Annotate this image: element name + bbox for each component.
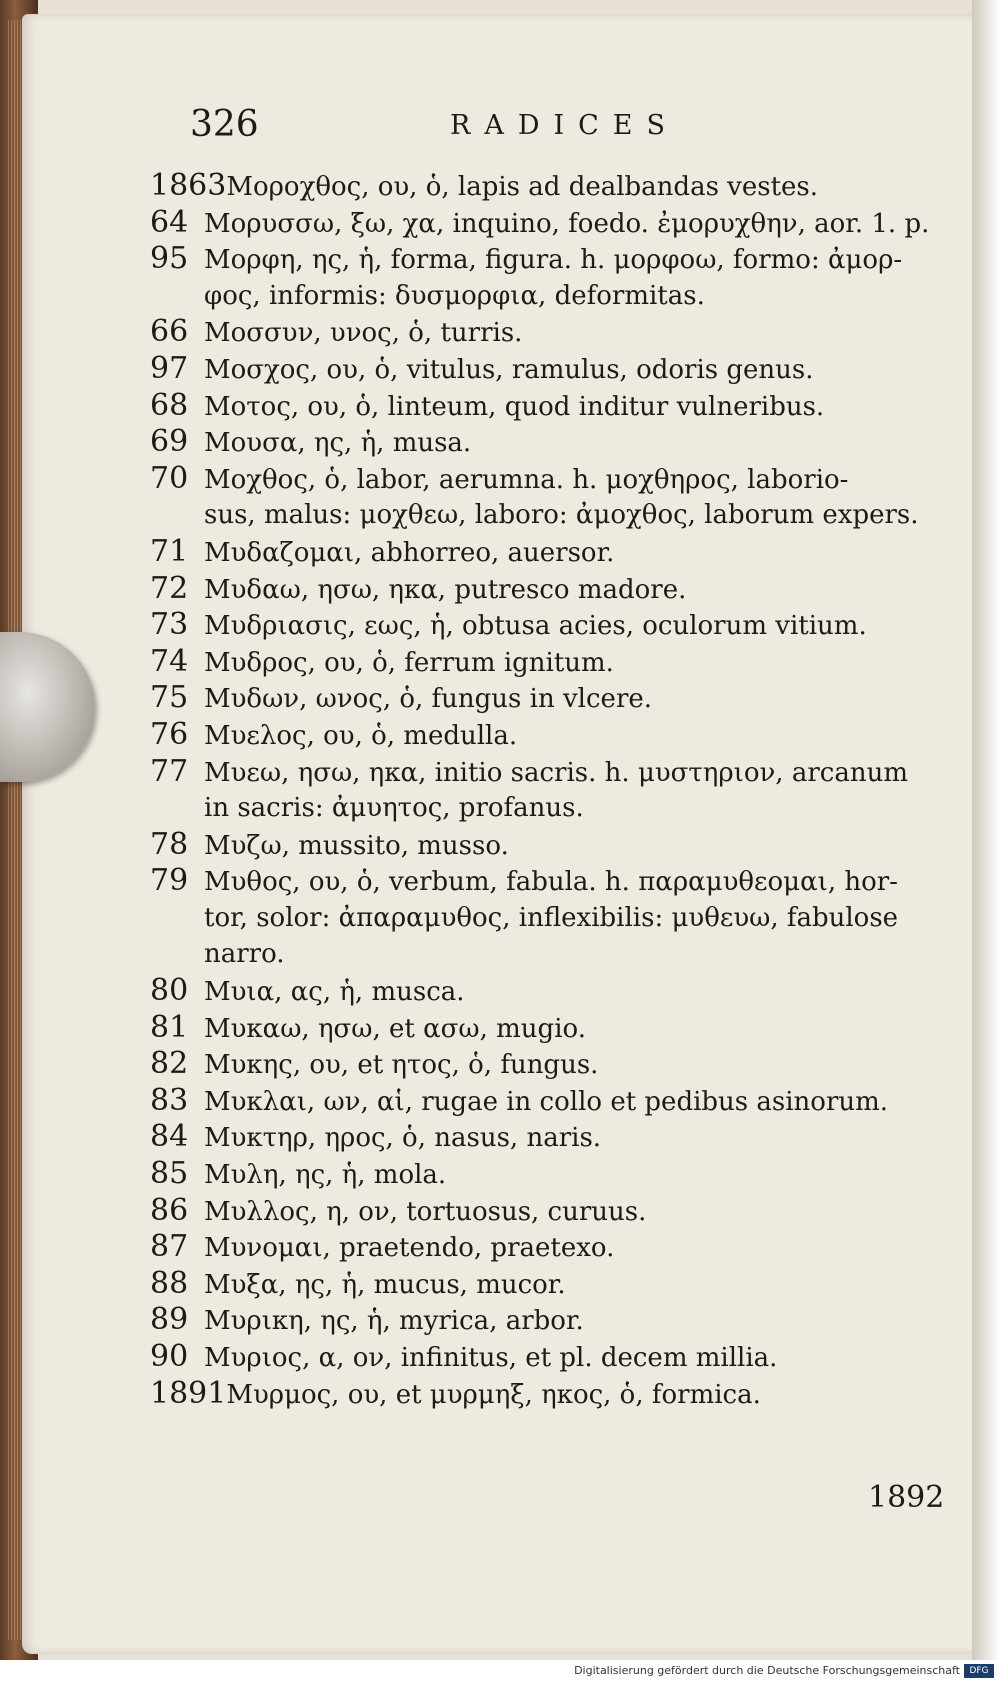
entry-line xyxy=(150,534,980,571)
entry-text: φος, informis: δυσμορφια, deformitas. xyxy=(204,280,705,311)
entry-number: 78 xyxy=(150,826,189,862)
entry-text: Μουσα, ης, ἡ, musa. xyxy=(204,428,472,459)
entry-line xyxy=(150,497,980,534)
page-header xyxy=(190,104,750,154)
entry-number: 80 xyxy=(150,973,189,1009)
entry-line xyxy=(150,1119,980,1156)
entry-text: Μυια, ας, ἡ, musca. xyxy=(204,977,465,1008)
entry-text: Μυδαζομαι, abhorreo, auersor. xyxy=(204,537,615,568)
entry-text: Μοροχθος, ου, ὁ, lapis ad dealbandas vestes. xyxy=(226,172,819,202)
entry-line xyxy=(150,1193,980,1230)
entry-text: Μοσσυν, υνος, ὁ, turris. xyxy=(204,318,523,349)
entry-line xyxy=(150,900,980,937)
entry-number: 75 xyxy=(150,680,189,716)
entry-number: 85 xyxy=(150,1156,189,1192)
entry-text: Μυδριασις, εως, ἡ, obtusa acies, oculorum vitium. xyxy=(204,611,867,642)
entry-text: Μυρικη, ης, ἡ, myrica, arbor. xyxy=(204,1306,584,1337)
entry-line xyxy=(150,571,980,608)
entry-line xyxy=(150,863,980,900)
entry-line xyxy=(150,388,980,425)
entry-line xyxy=(150,1339,980,1376)
entry-line xyxy=(150,1046,980,1083)
entry-line xyxy=(150,1376,980,1413)
dfg-logo: DFG xyxy=(964,1664,994,1678)
entry-text: Μυλλος, η, ον, tortuosus, curuus. xyxy=(204,1196,647,1227)
entry-text: Μοχθος, ὁ, labor, aerumna. h. μοχθηρος, laborio- xyxy=(204,464,849,495)
entry-line xyxy=(150,973,980,1010)
entry-text: Μυκης, ου, et ητος, ὁ, fungus. xyxy=(204,1050,599,1081)
entry-text: Μυεω, ησω, ηκα, initio sacris. h. μυστηριον, arcanum xyxy=(204,757,908,788)
entry-text: Μυρμος, ου, et μυρμηξ, ηκος, ὁ, formica. xyxy=(226,1379,761,1410)
entry-number: 83 xyxy=(150,1082,189,1118)
entry-text: Μυδρος, ου, ὁ, ferrum ignitum. xyxy=(204,647,614,678)
entry-number: 89 xyxy=(150,1302,189,1338)
catchword: 1892 xyxy=(868,1480,945,1515)
entry-number: 87 xyxy=(150,1229,189,1265)
entry-line xyxy=(150,241,980,278)
entry-text: Μυθος, ου, ὁ, verbum, fabula. h. παραμυθεομαι, hor- xyxy=(204,867,898,898)
entry-text: sus, malus: μοχθεω, laboro: ἀμοχθος, laborum expers. xyxy=(204,500,919,531)
entry-number: 66 xyxy=(150,314,189,350)
entry-text: Μυνομαι, praetendo, praetexo. xyxy=(204,1233,615,1264)
entry-text: Μορυσσω, ξω, χα, inquino, foedo. ἐμορυχθην, aor. 1. p. xyxy=(204,208,930,239)
entry-number: 95 xyxy=(150,241,189,277)
page-number: 326 xyxy=(190,104,259,145)
entry-line xyxy=(150,754,980,791)
entry-number: 72 xyxy=(150,570,189,606)
entry-line xyxy=(150,351,980,388)
entry-number: 1891 xyxy=(150,1375,227,1411)
entry-text: Μυριος, α, ον, infinitus, et pl. decem millia. xyxy=(204,1343,778,1373)
entry-number: 73 xyxy=(150,607,189,643)
entry-number: 90 xyxy=(150,1339,189,1374)
entry-number: 1863 xyxy=(150,168,227,203)
entry-number: 86 xyxy=(150,1192,189,1228)
entry-line xyxy=(150,790,980,827)
entry-line xyxy=(150,827,980,864)
entry-line xyxy=(150,1266,980,1303)
footer-credit: Digitalisierung gefördert durch die Deutsche Forschungsgemeinschaft xyxy=(574,1664,960,1677)
entry-line xyxy=(150,424,980,461)
entry-number: 76 xyxy=(150,716,189,752)
entry-line xyxy=(150,680,980,717)
entry-text: Μυελος, ου, ὁ, medulla. xyxy=(204,720,518,751)
entry-number: 79 xyxy=(150,863,189,899)
entry-text: Μυδων, ωνος, ὁ, fungus in vlcere. xyxy=(204,684,653,715)
entry-number: 77 xyxy=(150,753,189,789)
running-title: RADICES xyxy=(450,110,680,141)
entry-line xyxy=(150,717,980,754)
entry-line xyxy=(150,461,980,498)
entry-line xyxy=(150,278,980,315)
entry-text: Μυκτηρ, ηρος, ὁ, nasus, naris. xyxy=(204,1123,602,1154)
entry-number: 64 xyxy=(150,204,189,240)
entry-number: 97 xyxy=(150,350,189,386)
entry-number: 82 xyxy=(150,1046,189,1082)
entry-line xyxy=(150,936,980,973)
entry-line xyxy=(150,168,980,205)
entry-text: Μυκαω, ησω, et ασω, mugio. xyxy=(204,1013,586,1044)
entry-text: tor, solor: ἀπαραμυθος, inflexibilis: μυθευω, fabulose xyxy=(204,902,899,933)
entry-number: 69 xyxy=(150,424,189,460)
entry-text: Μυκλαι, ων, αἱ, rugae in collo et pedibus asinorum. xyxy=(204,1086,889,1117)
entry-line xyxy=(150,314,980,351)
entry-line xyxy=(150,607,980,644)
entry-text: narro. xyxy=(204,939,285,970)
entry-text: Μυλη, ης, ἡ, mola. xyxy=(204,1160,447,1191)
entry-text: Μορφη, ης, ἡ, forma, figura. h. μορφοω, formo: ἀμορ- xyxy=(204,245,903,276)
entry-line xyxy=(150,205,980,242)
entry-text: Μυζω, mussito, musso. xyxy=(204,830,509,861)
entry-number: 81 xyxy=(150,1009,189,1045)
entry-line xyxy=(150,1156,980,1193)
entry-number: 84 xyxy=(150,1119,189,1155)
entry-line xyxy=(150,1302,980,1339)
entry-text: Μοσχος, ου, ὁ, vitulus, ramulus, odoris genus. xyxy=(204,354,814,385)
entry-text: Μοτος, ου, ὁ, linteum, quod inditur vulneribus. xyxy=(204,391,825,422)
entry-text: Μυδαω, ησω, ηκα, putresco madore. xyxy=(204,574,687,605)
entry-text: in sacris: ἀμυητος, profanus. xyxy=(204,793,584,824)
entry-text: Μυξα, ης, ἡ, mucus, mucor. xyxy=(204,1269,566,1300)
entry-line xyxy=(150,644,980,681)
entry-number: 88 xyxy=(150,1265,189,1301)
entry-number: 74 xyxy=(150,643,189,679)
entry-line xyxy=(150,1083,980,1120)
entry-line xyxy=(150,1010,980,1047)
entry-number: 68 xyxy=(150,387,189,423)
entry-number: 71 xyxy=(150,533,189,569)
dictionary-entries xyxy=(150,168,980,1412)
entry-number: 70 xyxy=(150,460,189,496)
entry-line xyxy=(150,1229,980,1266)
